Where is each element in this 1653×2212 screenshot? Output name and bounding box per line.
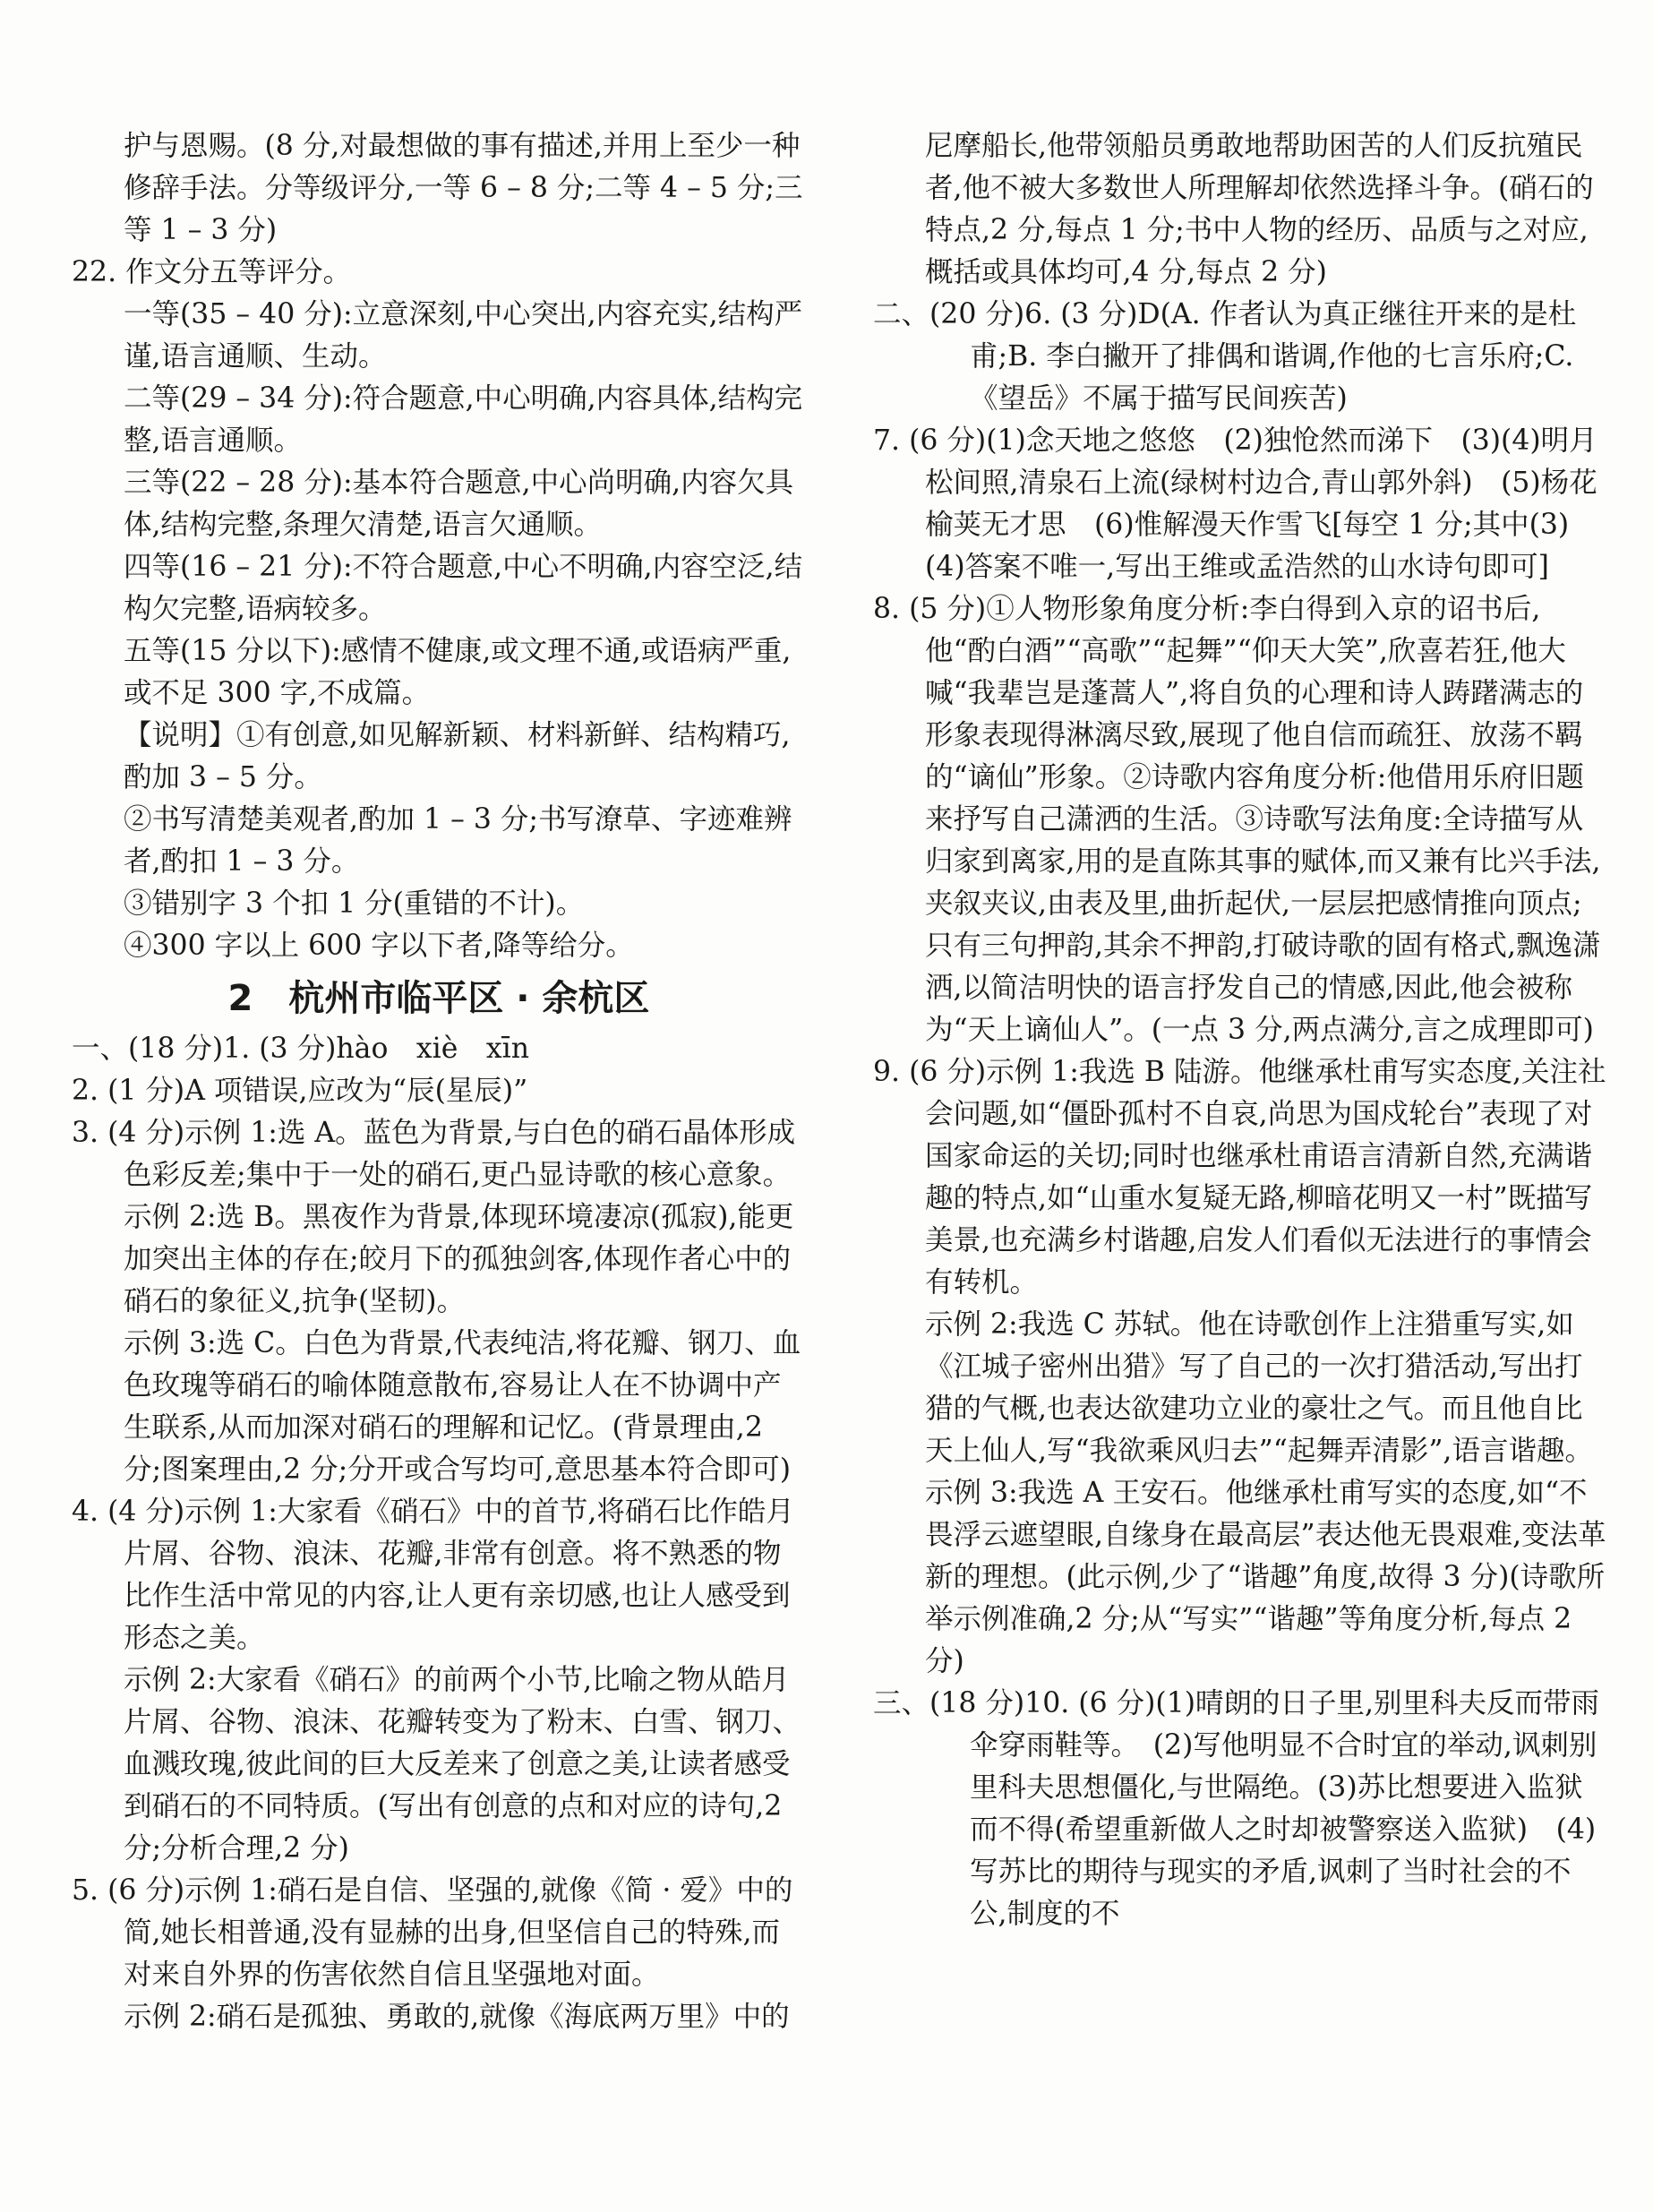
section-title: 2 杭州市临平区 · 余杭区 <box>227 978 650 1019</box>
answer-paragraph: 4. (4 分)示例 1:大家看《硝石》中的首节,将硝石比作皓月片屑、谷物、浪沫、花瓣,非常有创意。将不熟悉的物比作生活中常见的内容,让人更有亲切感,也让人感受到形态之美。 <box>72 1496 794 1654</box>
answer-paragraph: ③错别字 3 个扣 1 分(重错的不计)。 <box>124 887 585 920</box>
answer-paragraph: 二、(20 分)6. (3 分)D(A. 作者认为真正继往开来的是杜甫;B. 李白撇开了排偶和谐调,作他的七言乐府;C.《望岳》不属于描写民间疾苦) <box>873 298 1577 415</box>
answer-paragraph: 示例 2:我选 C 苏轼。他在诗歌创作上注猎重写实,如《江城子密州出猎》写了自己的一次打猎活动,写出打猎的气概,也表达欲建功立业的豪壮之气。而且他自比天上仙人,写“我欲乘风归去”“起舞弄清影”,语言谐趣。 <box>925 1308 1593 1467</box>
answer-paragraph: 【说明】①有创意,如见解新颖、材料新鲜、结构精巧,酌加 3 – 5 分。 <box>124 719 791 793</box>
answer-paragraph: 护与恩赐。(8 分,对最想做的事有描述,并用上至少一种修辞手法。分等级评分,一等 6 – 8 分;二等 4 – 5 分;三等 1 – 3 分) <box>124 130 803 246</box>
answer-paragraph: 示例 2:选 B。黑夜作为背景,体现环境凄凉(孤寂),能更加突出主体的存在;皎月下的孤独剑客,体现作者心中的硝石的象征义,抗争(坚韧)。 <box>124 1201 794 1317</box>
answer-paragraph: 三等(22 – 28 分):基本符合题意,中心尚明确,内容欠具体,结构完整,条理欠清楚,语言欠通顺。 <box>124 467 794 541</box>
right-paragraphs <box>873 125 1607 1935</box>
answer-paragraph: 8. (5 分)①人物形象角度分析:李白得到入京的诏书后,他“酌白酒”“高歌”“起舞”“仰天大笑”,欣喜若狂,他大喊“我辈岂是蓬蒿人”,将自负的心理和诗人踌躇满志的形象表现得淋漓尽致,展现了他自信而疏狂、放荡不羁的“谪仙”形象。②诗歌内容角度分析:他借用乐府旧题来抒写自己潇洒的生活。③诗歌写法角度:全诗描写从归家到离家,用的是直陈其事的赋体,而又兼有比兴手法,夹叙夹议,由表及里,曲折起伏,一层层把感情推向顶点;只有三句押韵,其余不押韵,打破诗歌的固有格式,飘逸潇洒,以简洁明快的语言抒发自己的情感,因此,他会被称为“天上谪仙人”。(一点 3 分,两点满分,言之成理即可) <box>873 593 1601 1046</box>
answer-paragraph: 三、(18 分)10. (6 分)(1)晴朗的日子里,别里科夫反而带雨伞穿雨鞋等。 (2)写他明显不合时宜的举动,讽刺别里科夫思想僵化,与世隔绝。(3)苏比想要进入监狱而不得(希望重新做人之时却被警察送入监狱) (4)写苏比的期待与现实的矛盾,讽刺了当时社会的不公,制度的不 <box>873 1687 1600 1930</box>
answer-paragraph: 一、(18 分)1. (3 分)hào xiè xīn <box>72 1033 530 1065</box>
left-column <box>72 125 806 2038</box>
answer-paragraph: 9. (6 分)示例 1:我选 B 陆游。他继承杜甫写实态度,关注社会问题,如“僵卧孤村不自哀,尚思为国戍轮台”表现了对国家命运的关切;同时也继承杜甫语言清新自然,充满谐趣的特点,如“山重水复疑无路,柳暗花明又一村”既描写美景,也充满乡村谐趣,启发人们看似无法进行的事情会有转机。 <box>873 1056 1606 1299</box>
answer-paragraph: 3. (4 分)示例 1:选 A。蓝色为背景,与白色的硝石晶体形成色彩反差;集中于一处的硝石,更凸显诗歌的核心意象。 <box>72 1117 796 1191</box>
answer-paragraph: 示例 2:大家看《硝石》的前两个小节,比喻之物从皓月片屑、谷物、浪沫、花瓣转变为了粉末、白雪、钢刀、血溅玫瑰,彼此间的巨大反差来了创意之美,让读者感受到硝石的不同特质。(写出有创意的点和对应的诗句,2 分;分析合理,2 分) <box>124 1664 801 1865</box>
right-column <box>873 125 1607 1935</box>
answer-paragraph: 示例 2:硝石是孤独、勇敢的,就像《海底两万里》中的 <box>124 2001 790 2033</box>
answer-paragraph: 四等(16 – 21 分):不符合题意,中心不明确,内容空泛,结构欠完整,语病较多。 <box>124 551 803 625</box>
answer-paragraph: 22. 作文分五等评分。 <box>72 256 352 288</box>
answer-paragraph: 示例 3:选 C。白色为背景,代表纯洁,将花瓣、钢刀、血色玫瑰等硝石的喻体随意散布,容易让人在不协调中产生联系,从而加深对硝石的理解和记忆。(背景理由,2 分;图案理由,2 分;分开或合写均可,意思基本符合即可) <box>124 1327 801 1486</box>
answer-paragraph: 尼摩船长,他带领船员勇敢地帮助困苦的人们反抗殖民者,他不被大多数世人所理解却依然选择斗争。(硝石的特点,2 分,每点 1 分;书中人物的经历、品质与之对应,概括或具体均可,4 分,每点 2 分) <box>925 130 1594 288</box>
answer-paragraph: ④300 字以上 600 字以下者,降等给分。 <box>124 930 634 962</box>
answer-paragraph: 五等(15 分以下):感情不健康,或文理不通,或语病严重,或不足 300 字,不成篇。 <box>124 635 792 709</box>
answer-paragraph: 一等(35 – 40 分):立意深刻,中心突出,内容充实,结构严谨,语言通顺、生动。 <box>124 298 803 373</box>
answer-paragraph: 二等(29 – 34 分):符合题意,中心明确,内容具体,结构完整,语言通顺。 <box>124 382 803 457</box>
answer-paragraph: ②书写清楚美观者,酌加 1 – 3 分;书写潦草、字迹难辨者,酌扣 1 – 3 分。 <box>124 803 792 878</box>
answer-paragraph: 2. (1 分)A 项错误,应改为“辰(星辰)” <box>72 1075 528 1107</box>
left-paragraphs-after-title <box>72 1028 806 2038</box>
answer-paragraph: 7. (6 分)(1)念天地之悠悠 (2)独怆然而涕下 (3)(4)明月松间照,清泉石上流(绿树村边合,青山郭外斜) (5)杨花榆荚无才思 (6)惟解漫天作雪飞[每空 1 分;其中(3)(4)答案不唯一,写出王维或孟浩然的山水诗句即可] <box>873 424 1597 583</box>
answer-paragraph: 5. (6 分)示例 1:硝石是自信、坚强的,就像《简 · 爱》中的简,她长相普通,没有显赫的出身,但坚信自己的特殊,而对来自外界的伤害依然自信且坚强地对面。 <box>72 1874 793 1991</box>
answer-paragraph: 示例 3:我选 A 王安石。他继承杜甫写实的态度,如“不畏浮云遮望眼,自缘身在最高层”表达他无畏艰难,变法革新的理想。(此示例,少了“谐趣”角度,故得 3 分)(诗歌所举示例准确,2 分;从“写实”“谐趣”等角度分析,每点 2 分) <box>925 1477 1606 1677</box>
left-paragraphs-before-title <box>72 125 806 967</box>
